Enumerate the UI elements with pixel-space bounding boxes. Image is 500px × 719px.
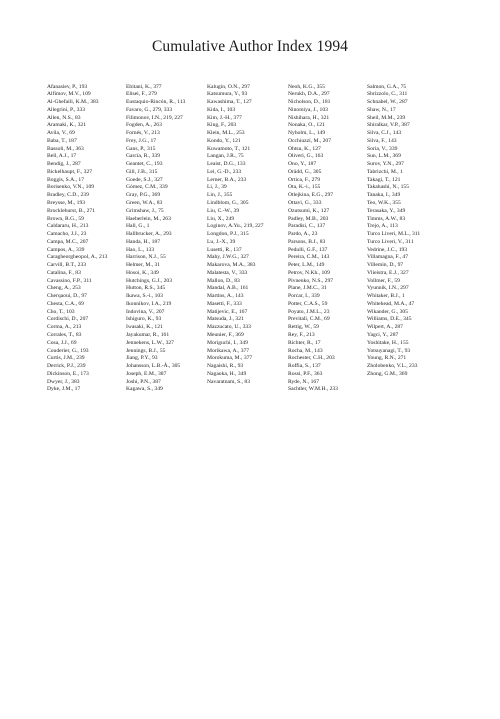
index-entry: Ottavi, G., 333 [288, 199, 322, 206]
index-entry: Gray, P.G., 369 [126, 192, 161, 199]
index-entry: Hallbrucker, A., 293 [126, 231, 172, 238]
index-entry: Borisenko, V.N., 109 [47, 184, 95, 191]
index-entry: Sheil, M.M., 239 [367, 114, 406, 121]
index-entry: Hutton, R.S., 345 [126, 285, 166, 292]
index-entry: Bell, A.J., 17 [47, 153, 77, 160]
index-entry: Baba, T., 187 [47, 137, 77, 144]
index-entry: Nishihara, H., 321 [288, 114, 330, 121]
index-entry: Caragheorgheopol, A., 213 [47, 254, 108, 261]
index-entry: Kim, J.-H., 377 [207, 114, 242, 121]
index-entry: Yotsuyanagi, T., 93 [367, 347, 411, 354]
index-entry: Paradisi, C., 137 [288, 223, 326, 230]
index-entry: Meunier, F., 369 [207, 332, 244, 338]
index-entry: Eustaquio-Rincón, R., 113 [126, 99, 186, 106]
index-entry: Geantet, C., 193 [126, 161, 163, 168]
index-entry: Timms, A.W., 83 [367, 215, 406, 222]
index-entry: Hao, L., 133 [126, 246, 155, 253]
index-entry: Frey, J.G., 17 [126, 137, 157, 144]
index-entry: Zhong, G.M., 369 [367, 370, 408, 377]
index-entry: Afanasiev, P., 193 [47, 83, 88, 90]
index-entry: Pardo, A., 23 [288, 231, 318, 238]
index-entry: Richter, R., 17 [288, 339, 321, 346]
index-entry: Trejo, A., 113 [367, 223, 398, 230]
index-entry: Malatesta, V., 333 [207, 269, 248, 276]
index-entry: Klein, M.L., 253 [207, 130, 245, 137]
index-entry: Kagawa, S., 349 [126, 386, 163, 393]
index-entry: Turco Liveri, M.L., 311 [367, 231, 421, 238]
index-entry: Rocha, M., 143 [288, 347, 323, 354]
index-entry: Lindblom, G., 305 [207, 199, 249, 206]
index-entry: Helmer, M., 31 [126, 262, 161, 269]
index-entry: Williams, D.E., 345 [367, 316, 412, 323]
index-entry: Poyato, J.M.L., 23 [288, 308, 330, 315]
index-entry: Gans, P., 315 [126, 145, 156, 152]
index-entry: Silva, C.J., 143 [367, 130, 402, 137]
index-entry: Brocklehurst, B., 271 [47, 207, 96, 214]
index-entry: Joseph, E.M., 387 [126, 370, 167, 377]
index-entry: Leaist, D.G., 133 [207, 161, 246, 168]
index-column-4 [288, 84, 338, 395]
index-entry: Sachtler, W.M.H., 233 [288, 386, 338, 393]
index-entry: Chesta, C.A., 69 [47, 300, 84, 307]
index-entry: Loginov, A.Yu., 219, 227 [207, 223, 264, 230]
index-entry: Peter, L.M., 149 [288, 262, 325, 269]
index-entry: Mandal, A.B., 161 [207, 285, 249, 292]
index-entry: Harrison, N.J., 55 [126, 254, 166, 261]
index-entry: Neoh, K.G., 355 [288, 83, 325, 90]
index-entry: Silva, F., 143 [367, 137, 397, 144]
index-entry: Whitaker, B.J., 1 [367, 293, 405, 300]
index-entry: Terasaka, Y., 349 [367, 207, 406, 214]
index-entry: Corma, A., 213 [47, 324, 82, 331]
index-entry: Hosoi, K., 349 [126, 269, 159, 276]
index-entry: Sbrizzolo, C., 311 [367, 91, 408, 98]
index-entry: Turco Liveri, V., 311 [367, 238, 414, 245]
index-entry: Matijevic, E., 167 [207, 308, 248, 315]
index-entry: Dickinson, E., 173 [47, 370, 89, 377]
index-entry: Curtis, J.M., 239 [47, 355, 85, 362]
index-entry: Li, J., 39 [207, 184, 227, 191]
index-entry: Wilpert, A., 287 [367, 324, 403, 331]
index-entry: Schnabel, W., 287 [367, 99, 408, 106]
index-entry: Ishiguro, K., 93 [126, 316, 162, 323]
index-entry: Takahashi, N., 155 [367, 184, 410, 191]
index-entry: Masetti, F., 333 [207, 300, 242, 307]
index-entry: Ryde, N., 167 [288, 378, 320, 385]
index-entry: Kalugin, O.N., 297 [207, 83, 250, 90]
index-entry: Kuwamoto, T., 121 [207, 145, 251, 152]
index-entry: Ota, K.-i., 155 [288, 184, 321, 191]
index-entry: Potter, C.A.S., 59 [288, 300, 328, 307]
index-entry: Vollmer, F., 59 [367, 277, 400, 284]
index-entry: Pedulli, G.F., 137 [288, 246, 328, 253]
index-entry: Morikawa, A., 377 [207, 347, 250, 354]
index-entry: Padley, M.B., 203 [288, 215, 329, 222]
index-entry: Young, R.N., 271 [367, 355, 407, 362]
index-entry: Grimshaw, J., 75 [126, 207, 164, 214]
index-entry: Yoshitake, H., 155 [367, 339, 409, 346]
index-entry: Rochester, C.H., 203 [288, 355, 335, 362]
index-entry: Villamagna, F., 47 [367, 254, 409, 261]
index-entry: Gill, J.B., 315 [126, 168, 158, 175]
index-entry: Carvill, B.T., 233 [47, 262, 87, 269]
index-entry: Teo, W.K., 355 [367, 199, 401, 206]
index-entry: Jiang, P.Y., 93 [126, 355, 158, 362]
index-entry: Vlieistra, E.J., 327 [367, 269, 409, 276]
index-entry: Bendig, J., 287 [47, 161, 81, 168]
index-entry: Jennings, B.J., 55 [126, 347, 166, 354]
index-entry: Mazzucato, U., 333 [207, 324, 251, 331]
index-entry: Caldararu, H., 213 [47, 223, 89, 230]
index-entry: Roffia, S., 137 [288, 363, 321, 370]
index-entry: Whitehead, M.A., 47 [367, 300, 415, 307]
index-entry: Ortica, F., 279 [288, 176, 321, 183]
index-entry: Dyke, J.M., 17 [47, 386, 81, 393]
index-entry: Villemin, D., 97 [367, 262, 404, 269]
index-entry: Makarova, M.A., 383 [207, 262, 256, 269]
index-entry: Fogden, A., 263 [126, 122, 162, 129]
index-entry: Pereira, C.M., 143 [288, 254, 330, 261]
index-entry: Bickelhaupt, F., 327 [47, 168, 93, 175]
index-entry: Filimonov, I.N., 219, 227 [126, 114, 183, 121]
index-entry: Indovina, V., 207 [126, 308, 165, 315]
index-entry: Cherqaoui, D., 97 [47, 293, 87, 300]
index-entry: Elisei, F., 279 [126, 91, 157, 98]
index-entry: Oliveri, G., 163 [288, 153, 324, 160]
index-entry: Nicholson, D., 181 [288, 99, 331, 106]
index-entry: Previtali, C.M., 69 [288, 316, 330, 323]
index-entry: Tanaka, I., 349 [367, 192, 401, 199]
index-entry: Soria, V., 339 [367, 145, 398, 152]
index-entry: Ikonnikov, I.A., 219 [126, 300, 172, 307]
index-entry: Vedrine, J.C., 193 [367, 246, 408, 253]
index-entry: Longdon, P.J., 315 [207, 231, 249, 238]
author-index [0, 83, 500, 393]
index-entry: Morokuma, M., 377 [207, 355, 253, 362]
index-entry: Kondo, Y., 121 [207, 137, 241, 144]
index-entry: Green, W.A., 83 [126, 199, 163, 206]
index-entry: Dwyer, J., 383 [47, 378, 80, 385]
index-entry: Sun, L.M., 369 [367, 153, 401, 160]
index-entry: Vyunnik, I.N., 297 [367, 285, 409, 292]
index-entry: Handa, H., 187 [126, 238, 161, 245]
index-entry: Mallon, D., 83 [207, 277, 240, 284]
index-entry: Allegrini, P., 333 [47, 106, 86, 113]
index-entry: King, F., 203 [207, 122, 237, 129]
index-entry: Cho, T., 103 [47, 308, 75, 315]
index-entry: Lerner, B.A., 233 [207, 176, 247, 183]
index-entry: Langan, J.R., 75 [207, 153, 244, 160]
index-entry: Plane, J.M.C., 31 [288, 285, 327, 292]
index-entry: Cheng, A., 253 [47, 285, 81, 292]
index-entry: Nyholm, L., 149 [288, 130, 326, 137]
index-entry: Ebitani, K., 377 [126, 83, 162, 90]
page-title: Cumulative Author Index 1994 [151, 38, 349, 55]
index-entry: Favaro, G., 279, 333 [126, 106, 173, 113]
index-entry: Cordischi, D., 207 [47, 316, 89, 323]
index-entry: Haeberlein, M., 263 [126, 215, 171, 222]
index-entry: Pivnenko, N.S., 297 [288, 277, 334, 284]
index-entry: Johansson, L.B.-Å., 305 [126, 363, 181, 370]
index-entry: Shaw, N., 17 [367, 106, 396, 113]
index-entry: Couderier, G., 193 [47, 347, 89, 354]
index-entry: Brown, R.G., 59 [47, 215, 84, 222]
index-entry: Wikander, G., 305 [367, 308, 409, 315]
index-entry: Rey, F., 213 [288, 332, 315, 338]
index-entry: Bassoli, M., 363 [47, 145, 84, 152]
index-entry: Matsuda, J., 321 [207, 316, 244, 323]
index-entry: Al-Ghefaili, K.M., 383 [47, 99, 99, 106]
index-entry: Liu, X., 249 [207, 215, 235, 222]
index-column-1 [47, 84, 107, 395]
index-entry: Bradley, C.D., 239 [47, 192, 89, 199]
index-entry: Lin, J., 355 [207, 192, 233, 199]
index-entry: Liu, C.-W., 39 [207, 207, 240, 214]
index-entry: Otlejkina, E.G., 297 [288, 192, 334, 199]
index-column-3 [207, 84, 264, 387]
index-entry: Campa, M.C., 207 [47, 238, 89, 245]
index-entry: Boggis, S.A., 17 [47, 176, 84, 183]
index-entry: Orädd, G., 305 [288, 168, 322, 175]
index-entry: Hall, G., 1 [126, 223, 150, 230]
index-entry: Occhiuzzi, M., 207 [288, 137, 332, 144]
index-entry: Ninomiya, J., 103 [288, 106, 328, 113]
index-entry: Lusetti, R., 137 [207, 246, 242, 253]
index-entry: Tabrizchi, M., 1 [367, 168, 403, 175]
index-entry: Mahy, J.W.G., 327 [207, 254, 249, 261]
index-entry: Aramaki, K., 321 [47, 122, 86, 129]
index-entry: Ono, Y., 187 [288, 161, 317, 168]
index-entry: Avila, V., 69 [47, 130, 75, 137]
index-entry: Fornés, V., 213 [126, 130, 160, 137]
index-entry: Campos, A., 339 [47, 246, 85, 253]
index-entry: Cosa, J.J., 69 [47, 339, 77, 346]
index-entry: Nagaoka, H., 349 [207, 370, 247, 377]
index-entry: Salmon, G.A., 75 [367, 83, 407, 90]
index-entry: Rettig, W., 59 [288, 324, 319, 331]
index-entry: Ikawa, S.-i., 103 [126, 293, 163, 300]
index-entry: Derrick, P.J., 239 [47, 363, 86, 370]
index-entry: Petrov, N.Kh., 109 [288, 269, 330, 276]
index-entry: Kida, I., 103 [207, 106, 236, 113]
index-entry: Zholobenko, V.L., 233 [367, 363, 418, 370]
index-entry: Iwasaki, K., 121 [126, 324, 163, 331]
index-entry: Corrales, T., 83 [47, 332, 82, 338]
index-entry: Takagi, T., 121 [367, 176, 401, 183]
index-entry: Katsumura, Y., 93 [207, 91, 248, 98]
index-entry: Jayakumar, R., 161 [126, 332, 170, 338]
index-entry: Yagci, Y., 287 [367, 332, 399, 338]
index-entry: Goede, S.J., 327 [126, 176, 163, 183]
index-entry: Porcar, I., 339 [288, 293, 320, 300]
index-entry: García, R., 339 [126, 153, 161, 160]
index-entry: Allen, N.S., 83 [47, 114, 81, 121]
index-entry: Ohtsu, K., 127 [288, 145, 321, 152]
index-entry: Nonaka, O., 121 [288, 122, 325, 129]
index-entry: Shiralkar, V.P., 387 [367, 122, 410, 129]
index-entry: Ozutsumi, K., 127 [288, 207, 330, 214]
index-entry: Gómez, C.M., 339 [126, 184, 168, 191]
index-entry: Lu, J.-X., 39 [207, 238, 236, 245]
index-entry: Navaratnam, S., 83 [207, 378, 251, 385]
index-entry: Breysse, M., 193 [47, 199, 86, 206]
index-entry: Surov, Y.N., 297 [367, 161, 404, 168]
index-entry: Rossi, P.F., 363 [288, 370, 323, 377]
index-entry: Kawashima, T., 127 [207, 99, 252, 106]
index-entry: Alfimov, M.V., 109 [47, 91, 91, 98]
index-entry: Moriguchi, I., 349 [207, 339, 248, 346]
index-column-5 [367, 84, 420, 379]
index-entry: Nagaishi, R., 93 [207, 363, 244, 370]
index-entry: Lei, G.-D., 233 [207, 168, 242, 175]
index-entry: Jennekens, L.W., 327 [126, 339, 174, 346]
index-entry: Camacho, J.J., 23 [47, 231, 87, 238]
index-entry: Catalina, F., 83 [47, 269, 81, 276]
index-entry: Hutchings, G.J., 203 [126, 277, 172, 284]
index-entry: Cavassino, F.P., 311 [47, 277, 92, 284]
index-entry: Nerukh, D.A., 297 [288, 91, 330, 98]
index-entry: Parsons, B.J., 83 [288, 238, 326, 245]
index-entry: Martins, A., 143 [207, 293, 244, 300]
index-entry: Joshi, P.N., 387 [126, 378, 161, 385]
index-column-2 [126, 84, 185, 395]
